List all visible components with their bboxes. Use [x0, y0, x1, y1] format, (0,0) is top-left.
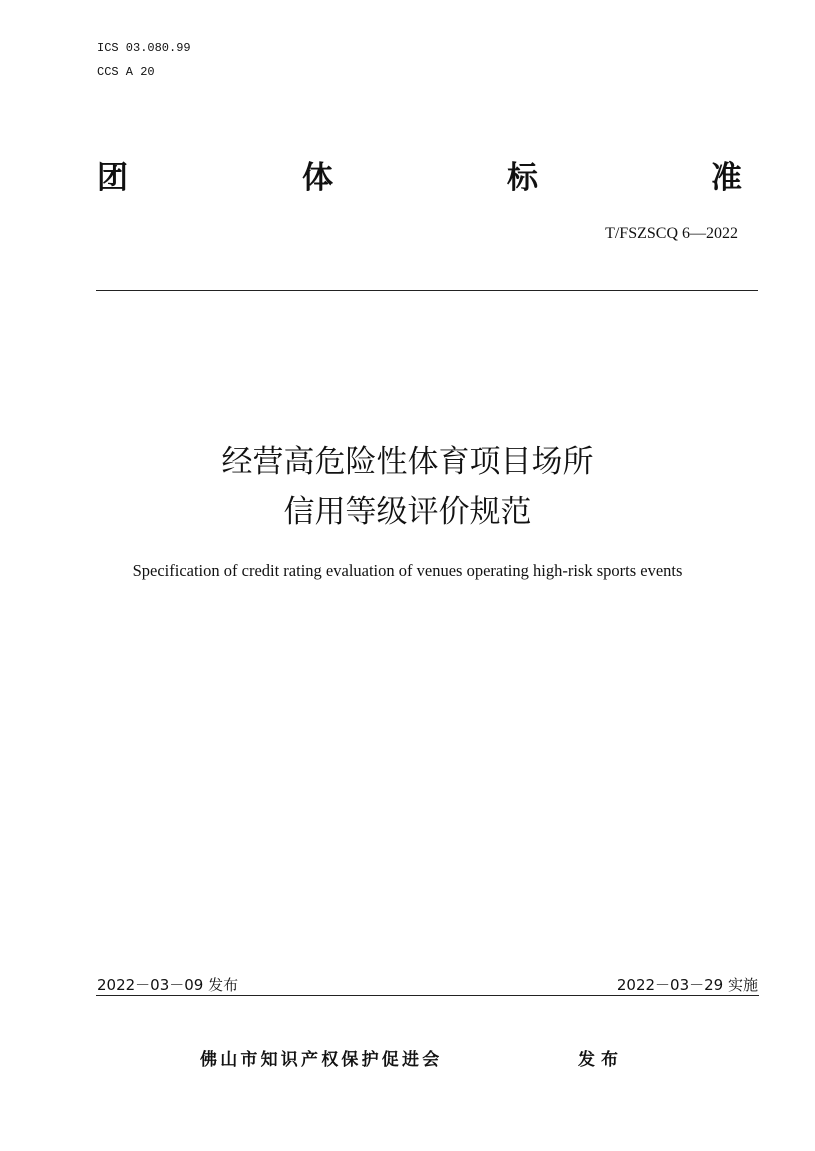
- title-line-2: 信用等级评价规范: [283, 494, 532, 530]
- top-divider: [96, 290, 758, 291]
- standard-type-char-3: 标: [507, 160, 538, 196]
- standard-type-char-4: 准: [711, 160, 742, 196]
- publisher-name: 佛山市知识产权保护促进会: [200, 1050, 443, 1070]
- standard-number: T/FSZSCQ 6—2022: [605, 225, 738, 242]
- bottom-divider: [96, 995, 759, 996]
- english-title: Specification of credit rating evaluation of venues operating high-risk sports events: [132, 561, 683, 580]
- ccs-code: CCS A 20: [97, 65, 155, 79]
- standard-type-char-2: 体: [302, 160, 333, 196]
- ics-code: ICS 03.080.99: [97, 41, 191, 55]
- release-date: 2022－03－09 发布: [97, 976, 239, 994]
- title-line-1: 经营高危险性体育项目场所: [221, 444, 594, 480]
- standard-type-char-1: 团: [97, 160, 128, 196]
- publish-label: 发布: [578, 1050, 624, 1070]
- implementation-date: 2022－03－29 实施: [616, 976, 758, 994]
